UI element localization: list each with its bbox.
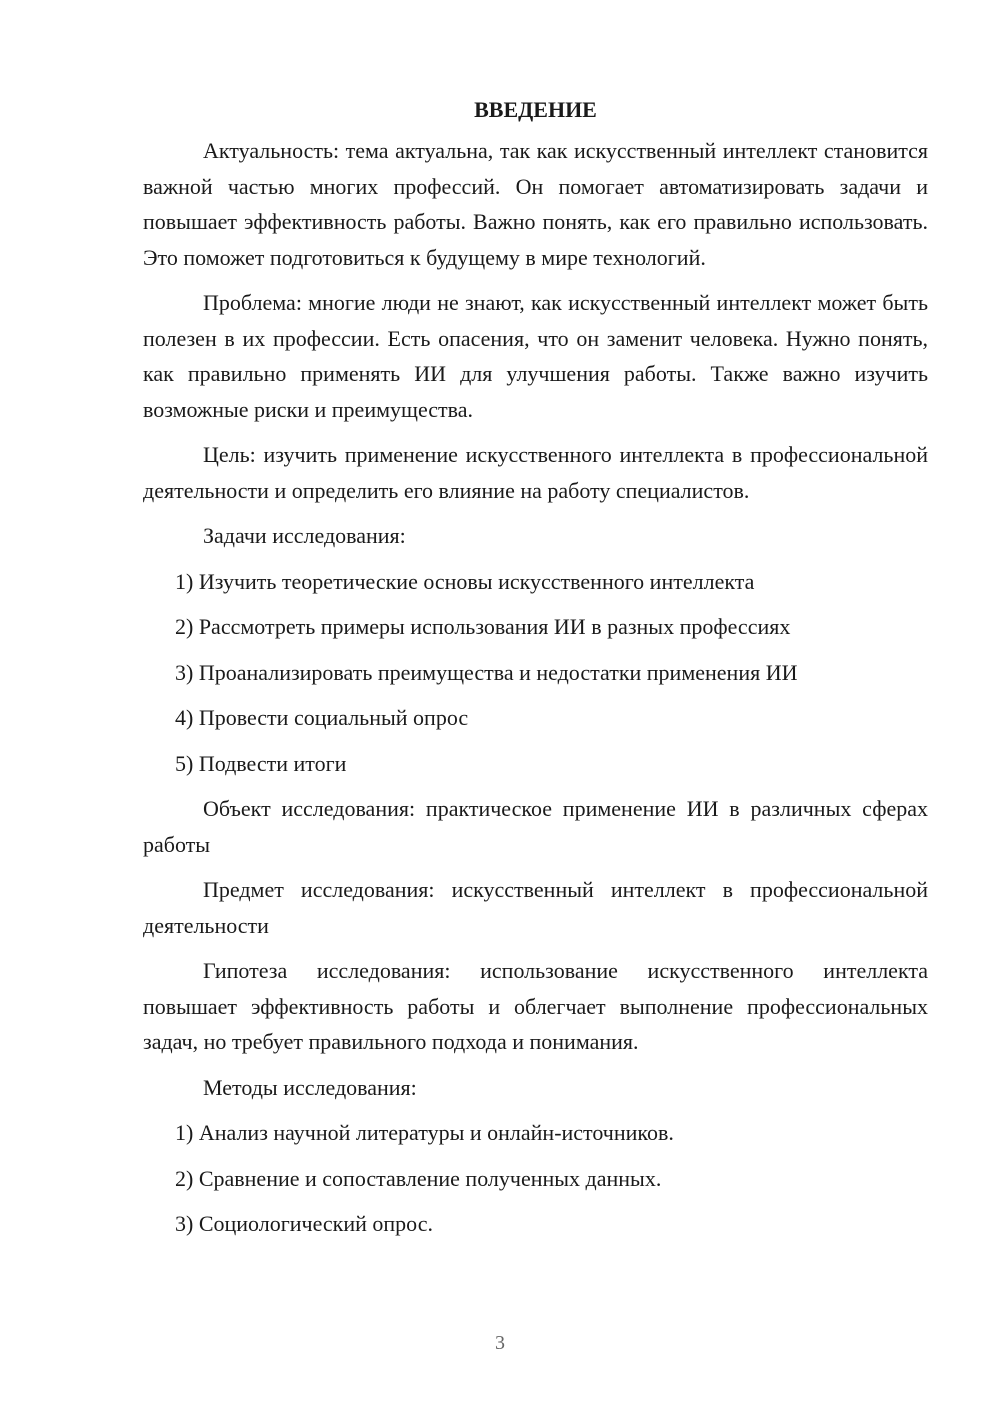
goal-paragraph: Цель: изучить применение искусственного интеллекта в профессиональной деятельности и определить его влияние на работу специалистов. [143, 442, 928, 503]
task-item: 1) Изучить теоретические основы искусственного интеллекта [175, 568, 755, 594]
tasks-label: Задачи исследования: [203, 523, 406, 548]
page-number: 3 [495, 1332, 505, 1354]
task-item: 2) Рассмотреть примеры использования ИИ в разных профессиях [175, 614, 791, 639]
subject-paragraph: Предмет исследования: искусственный интеллект в профессиональной деятельности [143, 877, 928, 938]
task-item: 5) Подвести итоги [175, 750, 347, 776]
methods-label: Методы исследования: [203, 1074, 417, 1100]
document-page [143, 92, 928, 1252]
problem-paragraph: Проблема: многие люди не знают, как искусственный интеллект может быть полезен в их профессии. Есть опасения, что он заменит человека. Нужно понять, как правильно применять ИИ для улучшения работы. Также важно изучить возможные риски и преимущества. [143, 290, 928, 422]
object-paragraph: Объект исследования: практическое применение ИИ в различных сферах работы [143, 796, 928, 857]
task-item: 4) Провести социальный опрос [175, 705, 469, 730]
method-item: 3) Социологический опрос. [175, 1211, 433, 1236]
relevance-paragraph: Актуальность: тема актуальна, так как искусственный интеллект становится важной частью многих профессий. Он помогает автоматизировать задачи и повышает эффективность работы. Важно понять, как его правильно использовать. Это поможет подготовиться к будущему в мире технологий. [143, 138, 928, 270]
hypothesis-paragraph: Гипотеза исследования: использование искусственного интеллекта повышает эффективность работы и облегчает выполнение профессиональных задач, но требует правильного подхода и понимания. [143, 958, 928, 1054]
method-item: 1) Анализ научной литературы и онлайн-источников. [175, 1120, 674, 1145]
task-item: 3) Проанализировать преимущества и недостатки применения ИИ [175, 659, 798, 685]
document-title: ВВЕДЕНИЕ [474, 97, 597, 122]
method-item: 2) Сравнение и сопоставление полученных данных. [175, 1165, 662, 1191]
